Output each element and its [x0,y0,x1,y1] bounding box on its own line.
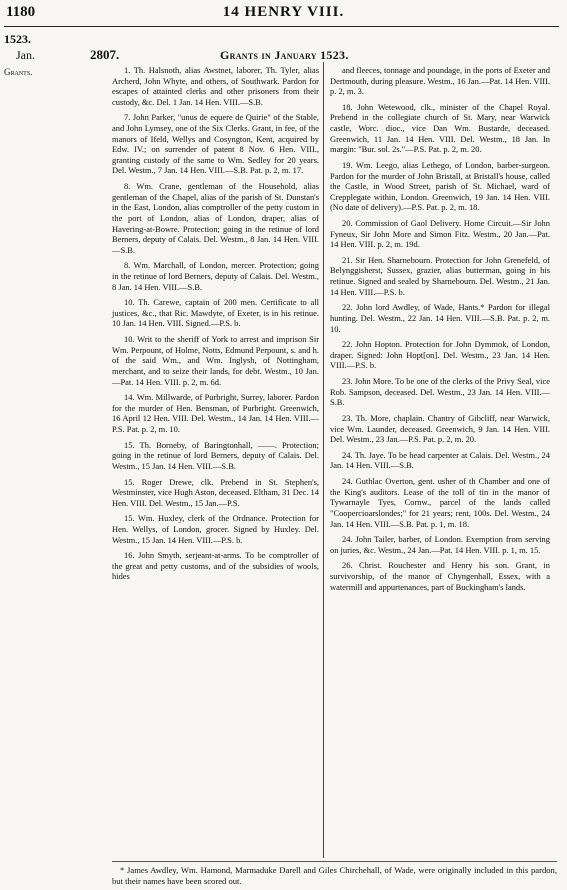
column-divider [323,62,324,858]
entry-paragraph: 15. Roger Drewe, clk. Prebend in St. Stephen's, Westminster, vice Hugh Aston, deceased. Eltham, 31 Dec. 14 Hen. VIII. Del. Westm., 15 Jan.—P.S. [112,476,319,508]
entry-paragraph: 15. Wm. Huxley, clerk of the Ordnance. Protection for Hen. Wellys, of London, grocer. Signed by Huxley. Del. Westm., 15 Jan. 14 Hen. VIII.—P.S. b. [112,513,319,545]
entry-paragraph: 23. Th. More, chaplain. Chantry of Gibcliff, near Warwick, vice Wm. Launder, deceased. Greenwich, 9 Jan. 14 Hen. VIII. Del. Westm., 23 Jan.—P.S. Pat. p. 2, m. 20. [330,412,550,445]
entry-paragraph: 24. John Tailer, barber, of London. Exemption from serving on juries, &c. Westm., 24 Jan.—Pat. 14 Hen. VIII. p. 1, m. 15. [330,534,550,555]
entry-paragraph: 8. Wm. Crane, gentleman of the Household, alias gentleman of the Chapel, alias of the parish of St. Dunstan's in the East, London, alias comptroller of the petty custom in the port of London, alias of London, draper, alias of Havering-at-Bowre. Protection; going in the retinue of lord Berners, deputy of Calais. Del. Westm., 8 Jan. 14 Hen. VIII.—S.B. [112,181,319,255]
entry-paragraph: 20. Commission of Gaol Delivery. Home Circuit.—Sir John Fyneux, Sir John More and Simon Fitz. Westm., 20 Jan.—Pat. 14 Hen. VIII. p. 2, m. 19d. [330,218,550,250]
entry-paragraph: 21. Sir Hen. Sharnebourn. Protection for John Grenefeld, of Belynggisherst, Sussex, grazier, alias butterman, going in his retinue. Signed and sealed by Sharnebourn. Del. Westm., 21 Jan. 14 Hen. VIII.—P.S. b. [330,254,550,297]
entry-paragraph: 10. Writ to the sheriff of York to arrest and imprison Sir Wm. Perpount, of Holme, Notts, Edmund Perpount, s. and h. of the said Wm., and Wm. Inglysh, of Nottingham, merchant, and to seize their lands, for debt. Westm., 10 Jan.—Pat. 14 Hen. VIII. p. 2, m. 6d. [112,334,319,387]
entry-paragraph: and fleeces, tonnage and poundage, in the ports of Exeter and Dertmouth, during pleasure. Westm., 16 Jan.—Pat. 14 Hen. VIII. p. 2, m. 3. [330,65,550,97]
entry-paragraph: 22. John Hopton. Protection for John Dymmok, of London, draper. Signed: John Hopt[on]. Del. Westm., 23 Jan. 14 Hen. VIII.—P.S. b. [330,339,550,371]
footnote: * James Awdley, Wm. Hamond, Marmaduke Darell and Giles Chirchehall, of Wade, were originally included in this pardon, but their names have been scored out. [112,865,557,886]
entry-paragraph: 8. Wm. Marchall, of London, mercer. Protection; going in the retinue of lord Berners, deputy of Calais. Del. Westm., 8 Jan. 14 Hen. VIII.—S.B. [112,260,319,292]
running-head: 14 HENRY VIII. [222,4,345,20]
entry-paragraph: 24. Th. Jaye. To be head carpenter at Calais. Del. Westm., 24 Jan. 14 Hen. VIII.—S.B. [330,449,550,471]
entry-paragraph: 15. Th. Borneby, of Baringtonhall, ——. Protection; going in the retinue of lord Berners, deputy of Calais. Del. Westm., 15 Jan. 14 Hen. VIII.—S.B. [112,439,319,471]
entry-paragraph: 22. John lord Awdley, of Wade, Hants.* Pardon for illegal hunting. Del. Westm., 22 Jan. 14 Hen. VIII.—S.B. Pat. p. 2, m. 10. [330,302,550,334]
entry-paragraph: 26. Christ. Rouchester and Henry his son. Grant, in survivorship, of the manor of Chyngenhall, Essex, with a watermill and appurtenances, part of Buckingham's lands. [330,560,550,592]
footnote-rule [112,861,557,862]
entry-paragraph: 7. John Parker, "unus de equere de Quirie" of the Stable, and John Lymsey, one of the Six Clerks. Grant, in fee, of the manors of Ifeld, Wellys and Cosyngton, Kent, acquired by Edw. IV.; on surrender of patent 8 Nov. 6 Hen. VIII., granting custody of the same to Wm. Sedley for 20 years. Del. Westm., 7 Jan. 14 Hen. VIII.—S.B. Pat. p. 2, m. 17. [112,112,319,176]
entry-paragraph: 23. John More. To be one of the clerks of the Privy Seal, vice Rob. Sampson, deceased. Del. Westm., 23 Jan. 14 Hen. VIII.—S.B. [330,376,550,408]
right-column [330,65,550,597]
entry-paragraph: 1. Th. Halsnoth, alias Awstnet, laborer, Th. Tyler, alias Archerd, John Whyte, and others, of Southwark. Pardon for escapes of attainted clerks and other prisoners from their custody, &c. Del. 1 Jan. 14 Hen. VIII.—S.B. [112,65,319,107]
margin-category: Grants. [4,67,33,77]
page-number: 1180 [6,4,36,20]
entry-paragraph: 19. Wm. Leego, alias Lethego, of London, barber-surgeon. Pardon for the murder of John Bristall, at Bristall's house, called the Castle, in Wood Street, parish of St. Michael, ward of Crepplegate within, London. Greenwich, 19 Jan. 14 Hen. VIII. (No date of delivery).—P.S. Pat. p. 2, m. 18. [330,159,550,213]
page-header [0,0,567,24]
entry-paragraph: 14. Wm. Millwarde, of Purbright, Surrey, laborer. Pardon for the murder of Hen. Bensman, of Purbright. Greenwich, 16 April 12 Hen. VIII. Del. Westm., 14 Jan. 14 Hen. VIII.—P.S. Pat. p. 2, m. 10. [112,392,319,434]
entry-paragraph: 10. Th. Carewe, captain of 200 men. Certificate to all justices, &c., that Ric. Mawdyte, of Exeter, is in his retinue. 10 Jan. 14 Hen. VIII. Signed.—P.S. b. [112,297,319,329]
document-number: 2807. [90,47,120,62]
header-rule [4,26,559,27]
entry-paragraph: 18. John Wetewood, clk., minister of the Chapel Royal. Prebend in the collegiate church of St. Mary, near Warwick castle, Worc. dioc., vice Dan Wm. Bustarde, deceased. Greenwich, 11 Jan. 14 Hen. VIII. Del. Westm., 18 Jan. In margin: "Bur. sol. 2s."—P.S. Pat. p. 2, m. 20. [330,101,550,155]
margin-year: 1523. [4,32,31,46]
section-title: Grants in January 1523. [220,48,349,62]
entry-paragraph: 16. John Smyth, serjeant-at-arms. To be comptroller of the great and petty customs, and of the subsidies of wools, hides [112,550,319,582]
library-stamp-watermark [22,530,58,690]
margin-month: Jan. [16,48,35,62]
entry-paragraph: 24. Guthlac Overton, gent. usher of th Chamber and one of the King's auditors. Lease of the toll of tin in the manor of Tywarnayle Tyes, Cornw., parcel of the lands called "Coopercioarslondes;" for 21 years; rent, 100s. Del. Westm., 24 Jan. 14 Hen. VIII.—S.B. Pat. p. 1, m. 18. [330,476,550,529]
left-column [112,65,319,587]
